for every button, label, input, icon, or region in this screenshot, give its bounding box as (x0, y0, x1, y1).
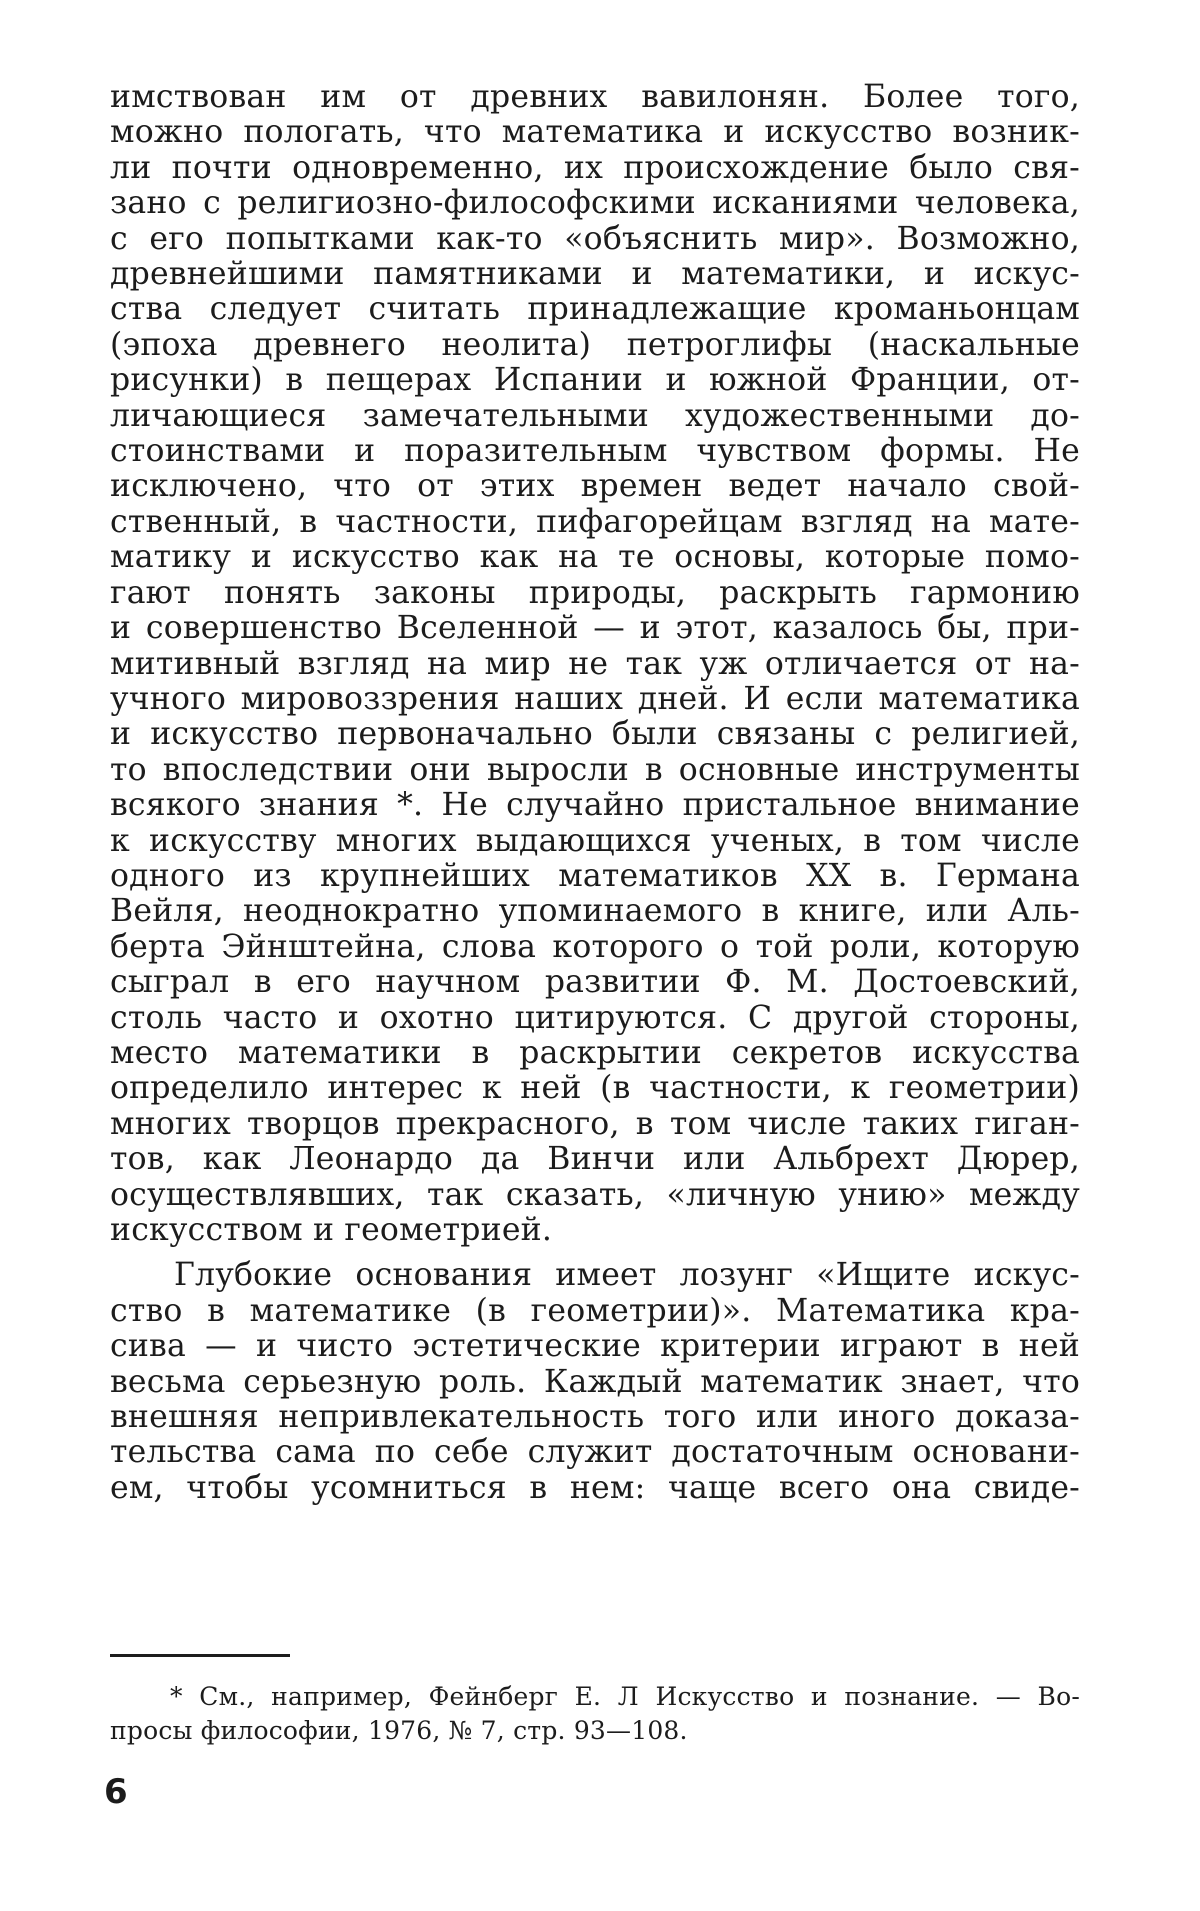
text-line: ли почти одновременно, их происхождение было свя- (110, 149, 1080, 186)
text-line: можно пологать, что математика и искусство возник- (110, 114, 1080, 151)
text-line: место математики в раскрытии секретов искусства (110, 1034, 1080, 1071)
text-line: то впоследствии они выросли в основные инструменты (110, 751, 1080, 788)
page-number: 6 (104, 1772, 128, 1812)
text-line: сыграл в его научном развитии Ф. М. Достоевский, (110, 964, 1080, 1001)
text-line: (эпоха древнего неолита) петроглифы (наскальные (110, 326, 1080, 363)
text-line: искусством и геометрией. (110, 1212, 553, 1248)
text-line: столь часто и охотно цитируются. С другой стороны, (110, 999, 1080, 1036)
text-line: весьма серьезную роль. Каждый математик знает, что (110, 1363, 1080, 1400)
text-line: зано с религиозно-философскими исканиями человека, (110, 185, 1080, 222)
text-line: и искусство первоначально были связаны с религией, (110, 716, 1080, 753)
text-line: с его попытками как-то «объяснить мир». Возможно, (110, 220, 1080, 257)
text-line: стоинствами и поразительным чувством формы. Не (110, 433, 1080, 470)
text-line: тельства сама по себе служит достаточным основани- (110, 1434, 1080, 1471)
text-line: ем, чтобы усомниться в нем: чаще всего она свиде- (110, 1469, 1080, 1506)
text-line: ственный, в частности, пифагорейцам взгляд на мате- (110, 503, 1080, 540)
text-line: Вейля, неоднократно упоминаемого в книге, или Аль- (110, 893, 1080, 930)
text-line: берта Эйнштейна, слова которого о той роли, которую (110, 928, 1080, 965)
text-line: Глубокие основания имеет лозунг «Ищите искус- (174, 1257, 1080, 1294)
text-line: рисунки) в пещерах Испании и южной Франции, от- (110, 362, 1080, 399)
text-line: ства следует считать принадлежащие кроманьонцам (110, 291, 1080, 328)
text-line: тов, как Леонардо да Винчи или Альбрехт Дюрер, (110, 1141, 1080, 1178)
text-line: определило интерес к ней (в частности, к геометрии) (110, 1070, 1080, 1107)
text-line: одного из крупнейших математиков XX в. Германа (110, 857, 1080, 894)
text-line: имствован им от древних вавилонян. Более того, (110, 79, 1080, 115)
text-line: сива — и чисто эстетические критерии играют в ней (110, 1328, 1080, 1365)
text-line: личающиеся замечательными художественными до- (110, 397, 1080, 434)
main-text-block (110, 80, 1080, 1506)
footnote (110, 1680, 1080, 1748)
footnote-divider (110, 1654, 290, 1657)
text-line: гают понять законы природы, раскрыть гармонию (110, 574, 1080, 611)
text-line: внешняя непривлекательность того или иного доказа- (110, 1399, 1080, 1436)
text-line: ство в математике (в геометрии)». Математика кра- (110, 1292, 1080, 1329)
text-line: митивный взгляд на мир не так уж отличается от на- (110, 645, 1080, 682)
footnote-line: просы философии, 1976, № 7, стр. 93—108. (110, 1716, 688, 1745)
text-line: матику и искусство как на те основы, которые помо- (110, 539, 1080, 576)
text-line: к искусству многих выдающихся ученых, в том числе (110, 822, 1080, 859)
text-line: древнейшими памятниками и математики, и искус- (110, 256, 1080, 293)
text-line: исключено, что от этих времен ведет начало свой- (110, 468, 1080, 505)
text-line: учного мировоззрения наших дней. И если математика (110, 680, 1080, 717)
text-line: всякого знания *. Не случайно пристальное внимание (110, 787, 1080, 824)
footnote-line: * См., например, Фейнберг Е. Л Искусство и познание. — Во- (170, 1682, 1080, 1711)
text-line: многих творцов прекрасного, в том числе таких гиган- (110, 1105, 1080, 1142)
text-line: и совершенство Вселенной — и этот, казалось бы, при- (110, 610, 1080, 647)
text-line: осуществлявших, так сказать, «личную унию» между (110, 1176, 1080, 1213)
